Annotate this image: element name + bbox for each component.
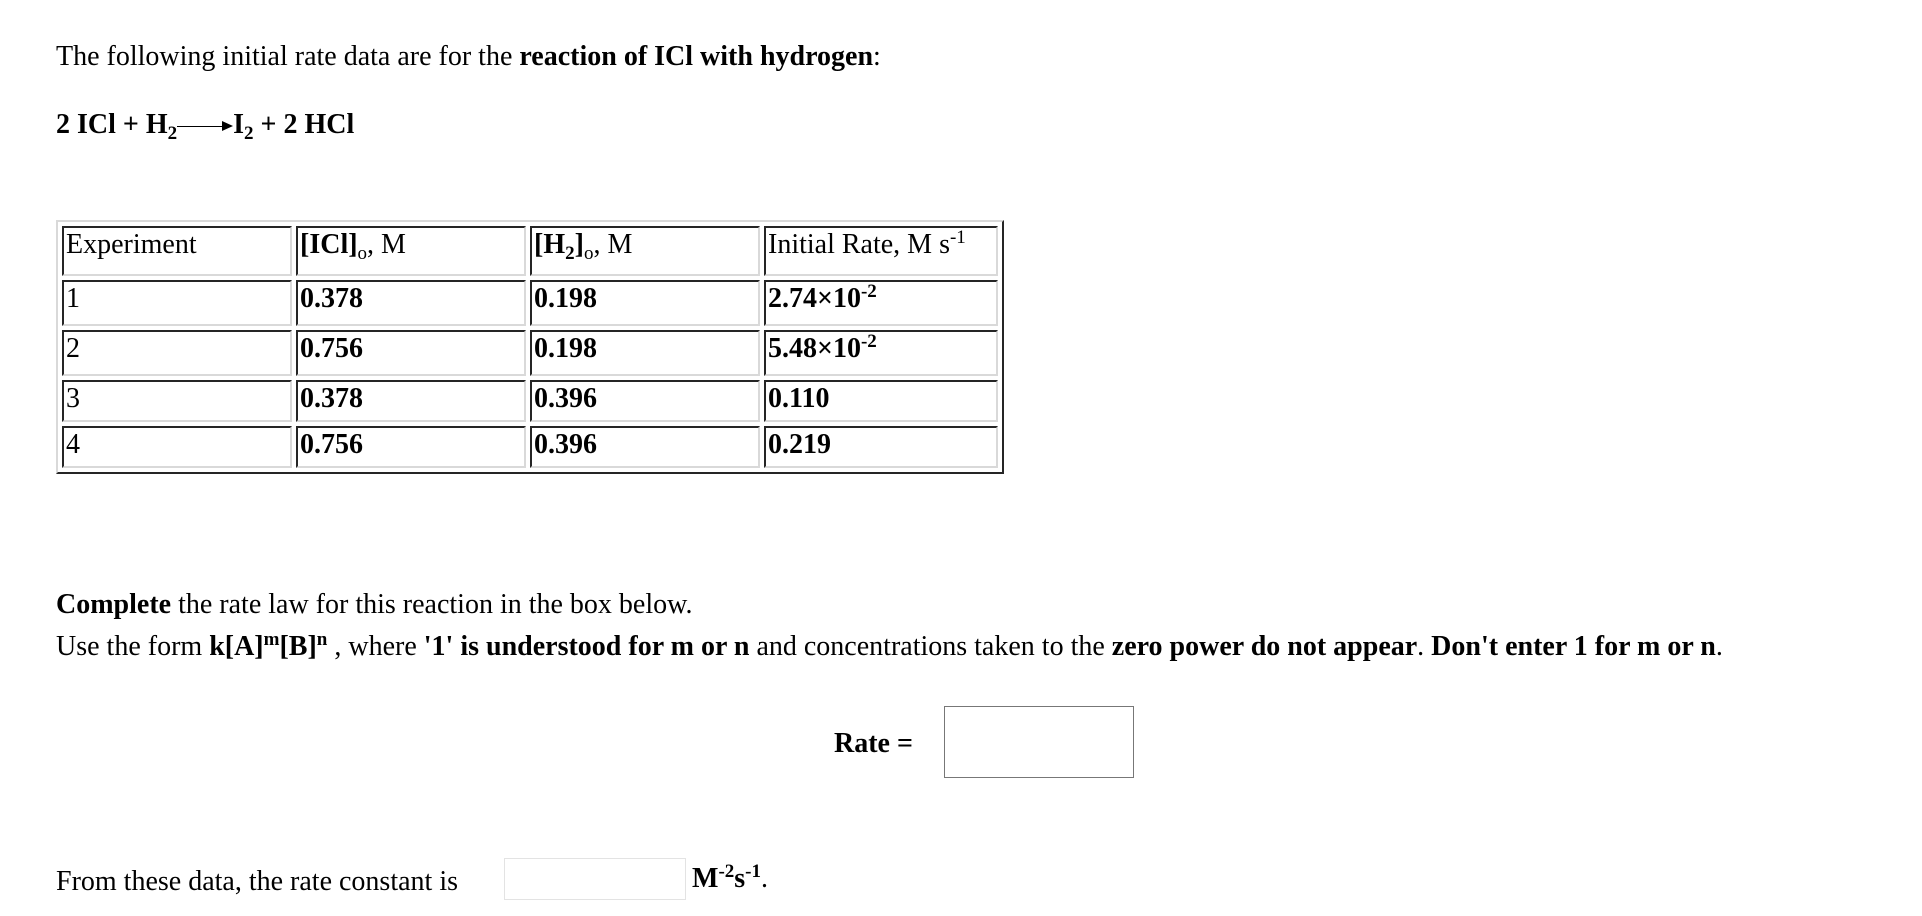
cell-rate: $5.48\times 10^{-2}$ xyxy=(764,330,998,376)
cell-h2: 0.396 xyxy=(530,380,760,422)
cell-icl: 0.378 xyxy=(296,380,526,422)
cell-h2: 0.198 xyxy=(530,280,760,326)
rate-label: Rate = xyxy=(834,728,913,759)
intro-text: The following initial rate data are for the reaction of ICl with hydrogen: xyxy=(56,41,881,72)
cell-rate: 0.219 xyxy=(764,426,998,468)
table-row xyxy=(62,426,998,468)
table-row xyxy=(62,380,998,422)
cell-h2: 0.396 xyxy=(530,426,760,468)
cell-h2: 0.198 xyxy=(530,330,760,376)
complete-instruction: Complete the rate law for this reaction in the box below. xyxy=(56,589,693,620)
cell-experiment: 2 xyxy=(62,330,292,376)
cell-experiment: 3 xyxy=(62,380,292,422)
reaction-arrow-icon xyxy=(177,108,233,142)
table-row xyxy=(62,280,998,326)
intro-bold: reaction of ICl with hydrogen xyxy=(519,41,874,72)
cell-rate: 0.110 xyxy=(764,380,998,422)
table-row xyxy=(62,330,998,376)
use-form-instruction: Use the form $k[A]^m[B]^n$ , where '1' is understood for m or n and concentrations taken to the zero power do not appear. Don't enter 1 for m or n. xyxy=(56,629,1723,662)
cell-icl: 0.378 xyxy=(296,280,526,326)
rate-data-table xyxy=(56,220,1004,474)
cell-experiment: 1 xyxy=(62,280,292,326)
cell-experiment: 4 xyxy=(62,426,292,468)
header-h2-concentration: $[H_2]_o$, M xyxy=(530,226,760,276)
rate-law-input[interactable] xyxy=(944,706,1134,778)
table-header-row xyxy=(62,226,998,276)
header-initial-rate: Initial Rate, M $s^{-1}$ xyxy=(764,226,998,276)
header-icl-concentration: $[ICl]_o$, M xyxy=(296,226,526,276)
header-experiment: Experiment xyxy=(62,226,292,276)
reaction-equation: 2 ICl + $H_2$ $I_2 + 2$ HCl xyxy=(56,109,355,144)
rate-constant-label: From these data, the rate constant is xyxy=(56,866,458,897)
rate-constant-input[interactable] xyxy=(504,858,686,900)
cell-icl: 0.756 xyxy=(296,330,526,376)
cell-rate: $2.74\times 10^{-2}$ xyxy=(764,280,998,326)
cell-icl: 0.756 xyxy=(296,426,526,468)
rate-constant-units: $M^{-2}s^{-1}$. xyxy=(692,861,768,894)
